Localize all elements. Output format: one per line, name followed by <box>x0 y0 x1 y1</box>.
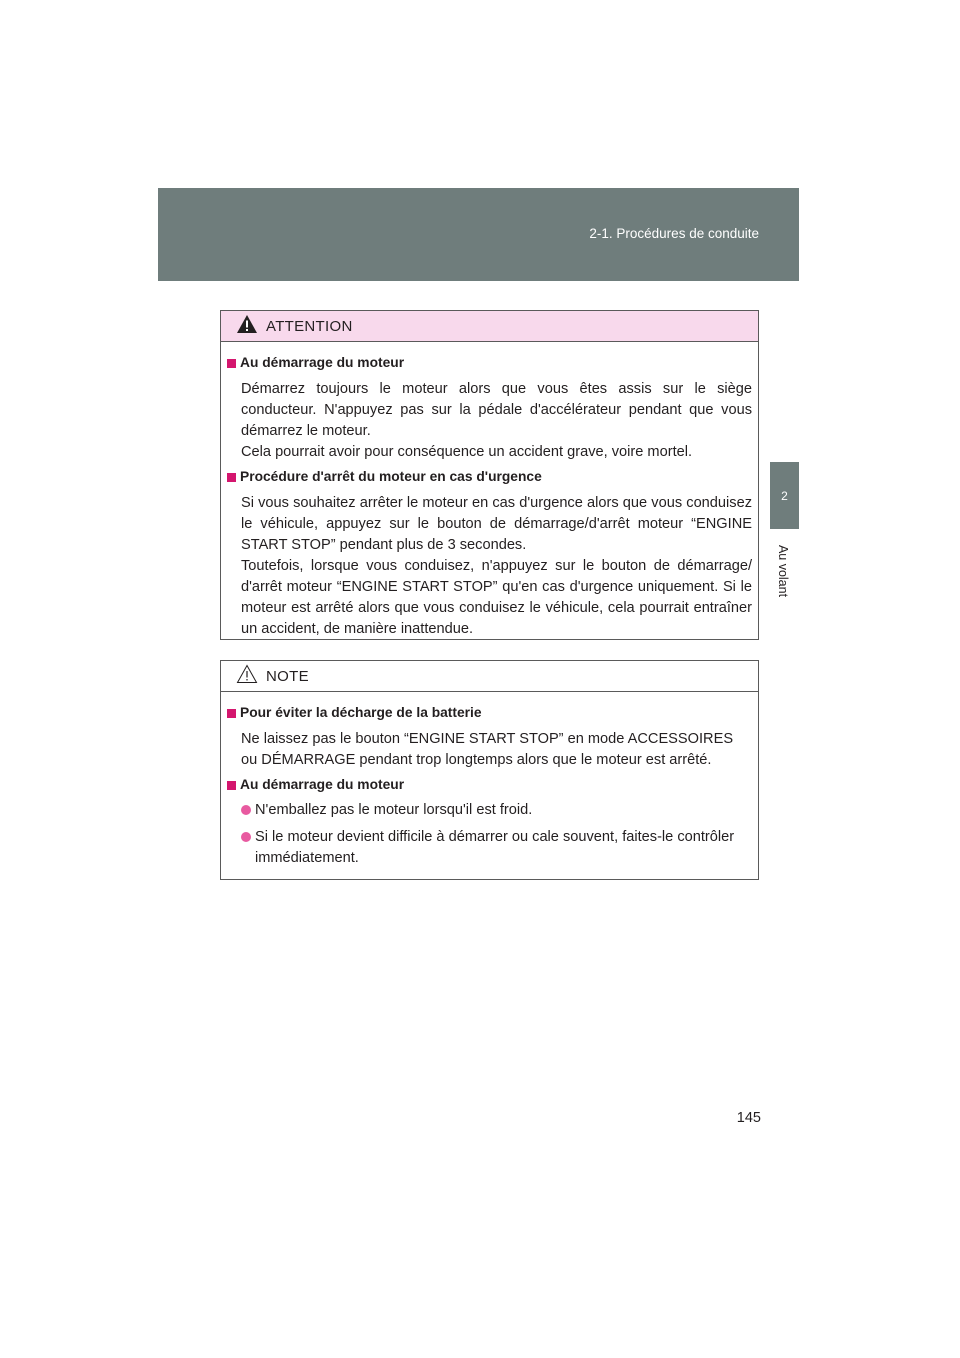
chapter-label-text: Au volant <box>776 544 790 598</box>
attention-box <box>220 310 759 640</box>
round-bullet-icon <box>241 832 251 842</box>
section-heading <box>227 353 752 373</box>
note-heading: NOTE <box>266 667 309 685</box>
square-bullet-icon <box>227 709 236 718</box>
list-item <box>241 800 752 821</box>
section-heading-text: Procédure d'arrêt du moteur en cas d'urgence <box>240 469 542 484</box>
section-heading <box>227 467 752 487</box>
section-heading-text: Pour éviter la décharge de la batterie <box>240 705 482 720</box>
list-item-text: Si le moteur devient difficile à démarrer ou cale souvent, faites-le contrôler immédiatement. <box>255 829 735 866</box>
paragraph: Toutefois, lorsque vous conduisez, n'appuyez sur le bouton de démarrage/ d'arrêt moteur “ENGINE START STOP” qu'en cas d'urgence uniquement. Si le moteur est arrêté alors que vous conduisez le véhicule, cela pourrait entraîner un accident, de manière inattendue. <box>241 558 752 637</box>
section-title: 2-1. Procédures de conduite <box>589 226 759 241</box>
attention-body <box>221 342 758 640</box>
warning-icon <box>236 314 258 339</box>
chapter-number: 2 <box>781 488 788 503</box>
note-body <box>221 692 758 869</box>
section-heading <box>227 775 752 795</box>
header-band <box>158 188 799 281</box>
round-bullet-icon <box>241 805 251 815</box>
note-box <box>220 660 759 880</box>
paragraph: Démarrez toujours le moteur alors que vous êtes assis sur le siège conducteur. N'appuyez pas sur la pédale d'accélérateur pendant que vous démarrez le moteur. <box>241 381 752 439</box>
square-bullet-icon <box>227 359 236 368</box>
chapter-tab <box>770 462 799 529</box>
section-heading-text: Au démarrage du moteur <box>240 777 405 792</box>
section-heading <box>227 703 752 723</box>
caution-outline-icon <box>236 664 258 689</box>
page-number: 145 <box>736 1110 761 1126</box>
attention-heading: ATTENTION <box>266 317 353 335</box>
chapter-label <box>771 540 795 602</box>
paragraph: Cela pourrait avoir pour conséquence un accident grave, voire mortel. <box>241 444 693 460</box>
note-header <box>221 661 758 692</box>
list-item-text: N'emballez pas le moteur lorsqu'il est froid. <box>255 802 533 818</box>
square-bullet-icon <box>227 781 236 790</box>
attention-header <box>221 311 758 342</box>
square-bullet-icon <box>227 473 236 482</box>
paragraph: Ne laissez pas le bouton “ENGINE START STOP” en mode ACCESSOIRES ou DÉMARRAGE pendant trop longtemps alors que le moteur est arrêté. <box>241 731 734 768</box>
section-heading-text: Au démarrage du moteur <box>240 355 405 370</box>
list-item <box>241 827 752 869</box>
paragraph: Si vous souhaitez arrêter le moteur en cas d'urgence alors que vous conduisez le véhicule, appuyez sur le bouton de démarrage/d'arrêt moteur “ENGINE START STOP” pendant plus de 3 secondes. <box>241 495 752 553</box>
